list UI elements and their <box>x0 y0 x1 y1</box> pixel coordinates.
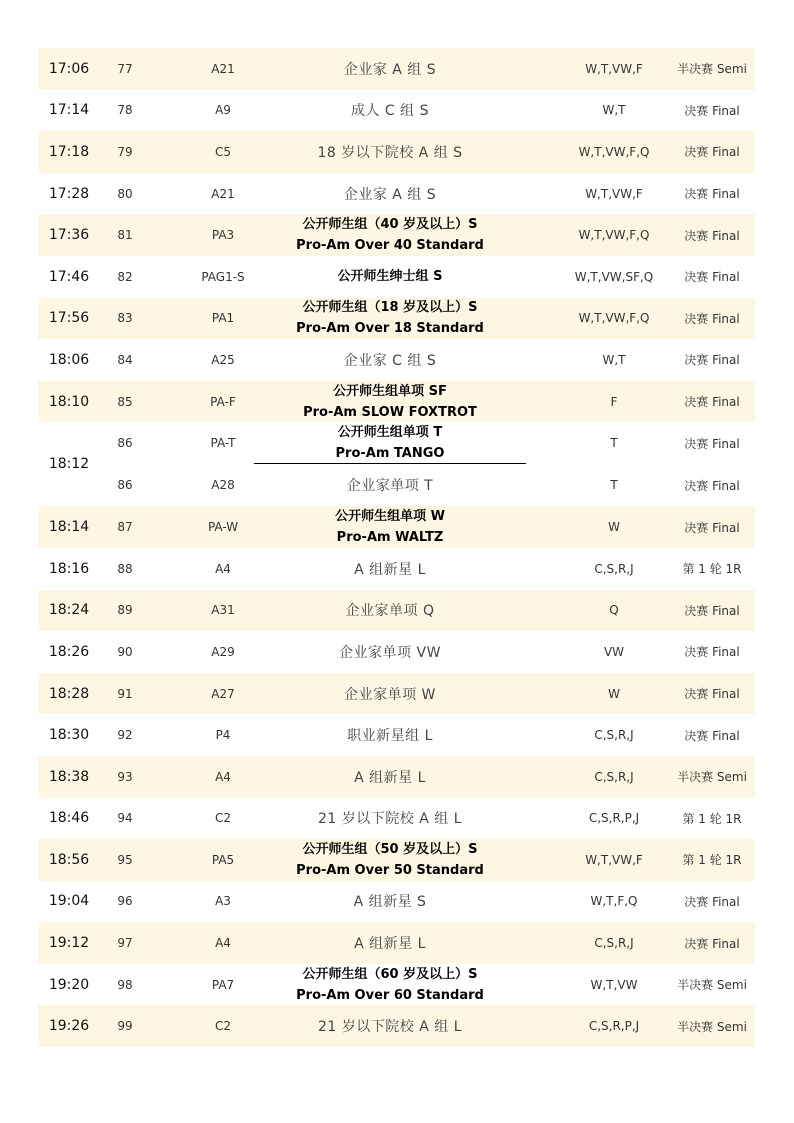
start-time: 18:12 <box>48 456 90 473</box>
event-code: A4 <box>215 936 231 951</box>
event-name: 企业家 C 组 S <box>343 352 437 369</box>
event-name: 公开师生组单项 SF <box>333 383 447 399</box>
event-name: 企业家单项 T <box>346 478 434 495</box>
round: 决赛 Final <box>684 353 740 368</box>
dances: W,T <box>602 103 626 118</box>
round: 半决赛 Semi <box>677 770 747 785</box>
event-code: A4 <box>215 561 231 576</box>
event-name-cell <box>254 339 526 381</box>
event-name: 企业家单项 Q <box>345 603 435 620</box>
event-name-cell <box>254 131 526 173</box>
schedule-row <box>38 964 755 1006</box>
schedule-row <box>38 506 755 548</box>
heat-number: 80 <box>117 186 133 201</box>
dances: T <box>610 436 618 451</box>
event-name-cell <box>254 839 526 881</box>
start-time: 19:12 <box>48 935 90 952</box>
event-name-cell <box>254 881 526 923</box>
heat-number: 90 <box>117 644 133 659</box>
event-name: 公开师生组（60 岁及以上）S <box>302 966 478 982</box>
event-name: 公开师生组单项 W <box>335 509 445 525</box>
round: 半决赛 Semi <box>677 1019 747 1034</box>
event-code: P4 <box>215 728 231 743</box>
heat-number: 96 <box>117 894 133 909</box>
event-name: 公开师生组（50 岁及以上）S <box>302 841 478 857</box>
dances: W,T,VW,F <box>585 186 643 201</box>
event-name-cell <box>254 756 526 798</box>
event-code: A9 <box>215 103 231 118</box>
round: 第 1 轮 1R <box>682 811 742 826</box>
start-time: 17:46 <box>48 268 90 285</box>
start-time: 18:46 <box>48 810 90 827</box>
heat-number: 82 <box>117 269 133 284</box>
start-time: 18:26 <box>48 643 90 660</box>
event-name-cell <box>254 714 526 756</box>
round: 决赛 Final <box>684 520 740 535</box>
dances: W,T,VW,F,Q <box>578 311 650 326</box>
event-code: A31 <box>211 603 235 618</box>
start-time: 18:10 <box>48 393 90 410</box>
event-code: A27 <box>211 686 235 701</box>
schedule-sub-row <box>38 422 755 464</box>
round: 第 1 轮 1R <box>682 853 742 868</box>
dances: C,S,R,P,J <box>588 811 640 826</box>
heat-number: 95 <box>117 852 133 867</box>
dances: W,T,VW,F,Q <box>578 144 650 159</box>
event-name-english: Pro-Am WALTZ <box>336 530 444 546</box>
event-name-cell <box>254 631 526 673</box>
event-code: A28 <box>211 478 235 493</box>
heat-number: 79 <box>117 144 133 159</box>
event-name-cell <box>254 381 526 423</box>
schedule-row <box>38 881 755 923</box>
dances: C,S,R,J <box>594 936 634 951</box>
schedule-row <box>38 131 755 173</box>
dances: W,T,VW <box>590 977 638 992</box>
schedule-row <box>38 214 755 256</box>
event-name-cell <box>254 48 526 90</box>
start-time: 17:18 <box>48 143 90 160</box>
schedule-row <box>38 631 755 673</box>
heat-number: 86 <box>117 436 133 451</box>
heat-number: 81 <box>117 228 133 243</box>
event-name: 公开师生组（40 岁及以上）S <box>302 217 478 233</box>
event-name-english: Pro-Am TANGO <box>335 446 445 462</box>
event-name: 18 岁以下院校 A 组 S <box>317 144 463 161</box>
schedule-row <box>38 173 755 215</box>
event-name-cell <box>254 590 526 632</box>
sub-row-divider <box>254 463 526 464</box>
event-name: A 组新星 L <box>354 936 426 953</box>
heat-number: 93 <box>117 769 133 784</box>
event-name-english: Pro-Am Over 18 Standard <box>296 321 484 337</box>
schedule-row <box>38 48 755 90</box>
schedule-row <box>38 298 755 340</box>
schedule-row <box>38 90 755 132</box>
round: 决赛 Final <box>684 311 740 326</box>
heat-number: 91 <box>117 686 133 701</box>
event-name-cell <box>254 214 526 256</box>
start-time: 19:04 <box>48 893 90 910</box>
event-name: 职业新星组 L <box>347 728 433 745</box>
schedule-row <box>38 381 755 423</box>
schedule-row <box>38 756 755 798</box>
round: 决赛 Final <box>684 228 740 243</box>
event-name: 企业家 A 组 S <box>343 186 437 203</box>
event-code: A25 <box>211 352 235 367</box>
start-time: 17:28 <box>48 185 90 202</box>
event-name: 成人 C 组 S <box>350 103 429 120</box>
round: 决赛 Final <box>684 687 740 702</box>
event-name-cell <box>254 1005 526 1047</box>
round: 决赛 Final <box>684 728 740 743</box>
event-code: PA-T <box>210 436 236 451</box>
event-name-cell <box>254 298 526 340</box>
dances: Q <box>609 603 619 618</box>
start-time: 17:36 <box>48 227 90 244</box>
event-name-english: Pro-Am Over 60 Standard <box>296 987 484 1003</box>
start-time: 18:16 <box>48 560 90 577</box>
schedule-row <box>38 673 755 715</box>
dances: W <box>608 686 620 701</box>
event-code: PA1 <box>211 311 235 326</box>
round: 决赛 Final <box>684 645 740 660</box>
event-code: C5 <box>214 144 231 159</box>
round: 决赛 Final <box>684 395 740 410</box>
schedule-row <box>38 590 755 632</box>
start-time: 18:06 <box>48 351 90 368</box>
schedule-row <box>38 1005 755 1047</box>
round: 决赛 Final <box>684 270 740 285</box>
event-name-cell <box>254 922 526 964</box>
event-name: 企业家单项 VW <box>339 644 441 661</box>
schedule-row <box>38 922 755 964</box>
round: 决赛 Final <box>684 145 740 160</box>
event-code: C2 <box>214 1019 231 1034</box>
event-name: 21 岁以下院校 A 组 L <box>318 811 462 828</box>
event-name-cell <box>254 422 526 464</box>
round: 半决赛 Semi <box>677 62 747 77</box>
event-code: PA5 <box>211 852 235 867</box>
start-time: 17:14 <box>48 102 90 119</box>
dances: W <box>608 520 620 535</box>
dances: W,T,VW,F <box>585 61 643 76</box>
event-name-cell <box>254 506 526 548</box>
dances: C,S,R,J <box>594 561 634 576</box>
event-name: 21 岁以下院校 A 组 L <box>318 1019 462 1036</box>
round: 决赛 Final <box>684 187 740 202</box>
round: 决赛 Final <box>684 936 740 951</box>
event-code: PA-W <box>207 520 239 535</box>
dances: C,S,R,P,J <box>588 1019 640 1034</box>
heat-number: 98 <box>117 977 133 992</box>
heat-number: 99 <box>117 1019 133 1034</box>
event-name: 公开师生组（18 岁及以上）S <box>302 300 478 316</box>
schedule-row <box>38 548 755 590</box>
event-name: 企业家单项 W <box>344 686 436 703</box>
schedule-row <box>38 714 755 756</box>
event-code: C2 <box>214 811 231 826</box>
event-name-cell <box>254 464 526 506</box>
dances: F <box>610 394 618 409</box>
event-code: PA-F <box>210 394 236 409</box>
round: 决赛 Final <box>684 103 740 118</box>
start-time: 18:28 <box>48 685 90 702</box>
start-time: 19:20 <box>48 976 90 993</box>
schedule-row <box>38 256 755 298</box>
start-time: 18:56 <box>48 851 90 868</box>
dances: W,T <box>602 352 626 367</box>
event-name: 企业家 A 组 S <box>343 61 437 78</box>
schedule-row <box>38 798 755 840</box>
dances: W,T,F,Q <box>590 894 638 909</box>
event-code: A21 <box>211 186 235 201</box>
event-name-cell <box>254 256 526 298</box>
round: 第 1 轮 1R <box>682 562 742 577</box>
dances: T <box>610 478 618 493</box>
schedule-row <box>38 339 755 381</box>
event-name-cell <box>254 90 526 132</box>
schedule-row <box>38 422 755 506</box>
dances: C,S,R,J <box>594 769 634 784</box>
heat-number: 85 <box>117 394 133 409</box>
schedule-row <box>38 839 755 881</box>
start-time: 17:56 <box>48 310 90 327</box>
dances: W,T,VW,F <box>585 852 643 867</box>
event-name: A 组新星 S <box>353 894 427 911</box>
round: 决赛 Final <box>684 478 740 493</box>
event-name-cell <box>254 173 526 215</box>
event-code: PA3 <box>211 228 235 243</box>
heat-number: 89 <box>117 603 133 618</box>
event-name-english: Pro-Am Over 50 Standard <box>296 862 484 878</box>
heat-number: 83 <box>117 311 133 326</box>
event-name: 公开师生绅士组 S <box>337 269 443 285</box>
event-name-english: Pro-Am Over 40 Standard <box>296 238 484 254</box>
round: 半决赛 Semi <box>677 978 747 993</box>
heat-number: 87 <box>117 520 133 535</box>
heat-number: 84 <box>117 352 133 367</box>
dances: W,T,VW,SF,Q <box>574 269 654 284</box>
heat-number: 94 <box>117 811 133 826</box>
dances: C,S,R,J <box>594 728 634 743</box>
event-name: 公开师生组单项 T <box>337 425 443 441</box>
event-code: A4 <box>215 769 231 784</box>
start-time: 19:26 <box>48 1018 90 1035</box>
heat-number: 88 <box>117 561 133 576</box>
heat-number: 86 <box>117 478 133 493</box>
event-code: PAG1-S <box>201 269 245 284</box>
event-code: A29 <box>211 644 235 659</box>
start-time: 18:24 <box>48 602 90 619</box>
dances: VW <box>603 644 625 659</box>
heat-number: 77 <box>117 61 133 76</box>
start-time: 18:14 <box>48 519 90 536</box>
round: 决赛 Final <box>684 436 740 451</box>
round: 决赛 Final <box>684 603 740 618</box>
heat-number: 78 <box>117 103 133 118</box>
start-time: 18:38 <box>48 768 90 785</box>
start-time: 17:06 <box>48 60 90 77</box>
heat-number: 92 <box>117 728 133 743</box>
event-name-cell <box>254 673 526 715</box>
event-name-cell <box>254 548 526 590</box>
schedule-table <box>38 48 755 1047</box>
event-code: A3 <box>215 894 231 909</box>
round: 决赛 Final <box>684 894 740 909</box>
dances: W,T,VW,F,Q <box>578 228 650 243</box>
start-time: 18:30 <box>48 727 90 744</box>
event-name-cell <box>254 798 526 840</box>
heat-number: 97 <box>117 936 133 951</box>
event-code: A21 <box>211 61 235 76</box>
event-name-english: Pro-Am SLOW FOXTROT <box>303 404 477 420</box>
event-name-cell <box>254 964 526 1006</box>
event-name: A 组新星 L <box>354 561 426 578</box>
event-code: PA7 <box>211 977 235 992</box>
event-name: A 组新星 L <box>354 769 426 786</box>
schedule-sub-row <box>38 464 755 506</box>
